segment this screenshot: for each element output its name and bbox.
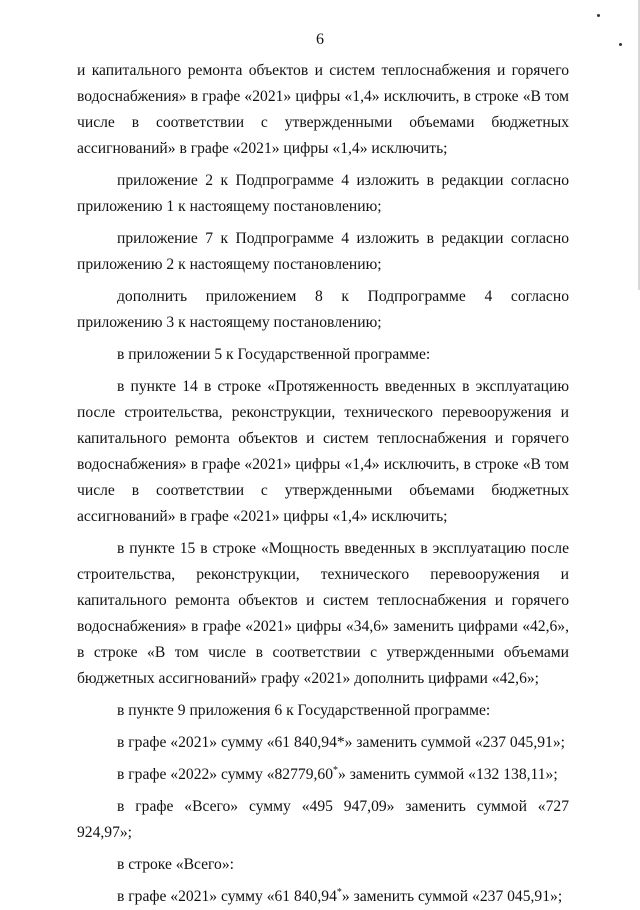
text-fragment: » заменить суммой «237 045,91»; <box>341 888 563 905</box>
paragraph-item-15: в пункте 15 в строке «Мощность введенных в эксплуатацию после строительства, реконструкции, технического перевооружения и капитального ремонта объектов и систем теплоснабжения и горячего водоснабжения» в графе «2021» цифры «34,6» заменить цифрами «42,6», в строке «В том числе в соответствии с утвержденными объемами бюджетных ассигнований» графу «2021» дополнить цифрами «42,6»; <box>77 540 569 687</box>
paragraph-appendix-8: дополнить приложением 8 к Подпрограмме 4 согласно приложению 3 к настоящему постановлению; <box>77 288 569 331</box>
text-fragment: » заменить суммой «132 138,11»; <box>338 766 558 783</box>
paragraph-total-2021-sum <box>77 884 569 910</box>
footnote-mark: * <box>336 887 342 898</box>
page-number: 6 <box>316 31 324 48</box>
paragraph-2022-sum <box>77 762 569 788</box>
paragraph-appendix-2: приложение 2 к Подпрограмме 4 изложить в редакции согласно приложению 1 к настоящему постановлению; <box>77 172 569 215</box>
paragraph-2021-sum: в графе «2021» сумму «61 840,94*» заменить суммой «237 045,91»; <box>117 734 565 751</box>
scan-speck <box>597 14 600 17</box>
text-fragment: в графе «2022» сумму «82779,60 <box>117 766 333 783</box>
paragraph-total-row: в строке «Всего»: <box>117 856 234 873</box>
text-fragment: в графе «2021» сумму «61 840,94 <box>117 888 337 905</box>
paragraph-appendix-5-heading: в приложении 5 к Государственной программе: <box>117 346 431 363</box>
paragraph-appendix-7: приложение 7 к Подпрограмме 4 изложить в редакции согласно приложению 2 к настоящему постановлению; <box>77 230 569 273</box>
document-body <box>77 58 569 910</box>
paragraph-item-14: в пункте 14 в строке «Протяженность введенных в эксплуатацию после строительства, реконструкции, технического перевооружения и капитального ремонта объектов и систем теплоснабжения и горячего водоснабжения» в графе «2021» цифры «1,4» исключить, в строке «В том числе в соответствии с утвержденными объемами бюджетных ассигнований» в графе «2021» цифры «1,4» исключить; <box>77 378 569 525</box>
footnote-mark: * <box>333 765 338 776</box>
paragraph-continuation: и капитального ремонта объектов и систем теплоснабжения и горячего водоснабжения» в графе «2021» цифры «1,4» исключить, в строке «В том числе в соответствии с утвержденными объемами бюджетных ассигнований» в графе «2021» цифры «1,4» исключить; <box>77 62 569 157</box>
paragraph-total-sum: в графе «Всего» сумму «495 947,09» заменить суммой «727 924,97»; <box>77 798 569 841</box>
paragraph-item-9-heading: в пункте 9 приложения 6 к Государственной программе: <box>117 702 491 719</box>
